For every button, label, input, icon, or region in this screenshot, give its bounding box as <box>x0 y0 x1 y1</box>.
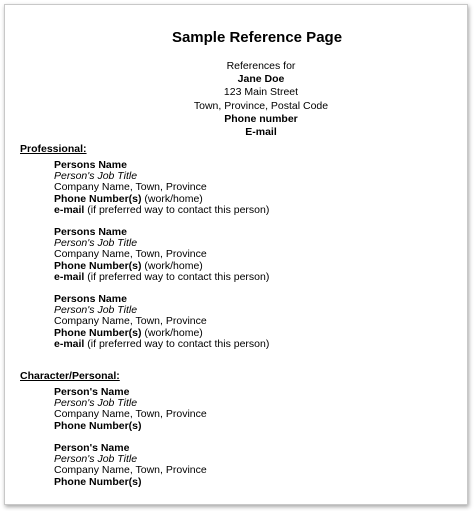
email-label: e-mail <box>54 270 85 283</box>
references-for-label: References for <box>226 60 296 72</box>
reference-name: Person's Name <box>54 442 130 454</box>
reference-job-title: Person's Job Title <box>54 397 138 410</box>
phone-note: (work/home) <box>141 259 203 272</box>
email-note: (if preferred way to contact this person) <box>84 203 270 216</box>
professional-reference-1 <box>54 160 269 216</box>
reference-company: Company Name, Town, Province <box>54 248 207 261</box>
reference-job-title: Person's Job Title <box>54 237 138 250</box>
reference-email <box>54 272 269 283</box>
email-note: (if preferred way to contact this person) <box>84 337 270 350</box>
email-note: (if preferred way to contact this person) <box>84 270 270 283</box>
applicant-email: E-mail <box>245 126 277 139</box>
reference-company: Company Name, Town, Province <box>54 408 207 421</box>
phone-note: (work/home) <box>141 326 203 339</box>
applicant-name: Jane Doe <box>237 73 285 86</box>
reference-job-title: Person's Job Title <box>54 453 138 466</box>
page-title: Sample Reference Page <box>171 29 343 46</box>
phone-note: (work/home) <box>141 192 203 205</box>
reference-name: Persons Name <box>54 293 127 305</box>
email-label: e-mail <box>54 337 85 350</box>
character-heading: Character/Personal: <box>20 370 120 382</box>
reference-company: Company Name, Town, Province <box>54 315 207 328</box>
professional-reference-3 <box>54 294 269 350</box>
applicant-street: 123 Main Street <box>223 86 299 99</box>
contact-header <box>5 60 467 139</box>
applicant-phone: Phone number <box>224 112 298 125</box>
reference-company: Company Name, Town, Province <box>54 181 207 194</box>
phone-label: Phone Number(s) <box>54 259 142 272</box>
reference-name: Persons Name <box>54 226 127 238</box>
professional-heading: Professional: <box>20 143 87 155</box>
reference-name: Persons Name <box>54 159 127 171</box>
character-reference-2 <box>54 443 207 488</box>
reference-page <box>4 4 468 505</box>
phone-label: Phone Number(s) <box>54 326 142 339</box>
reference-phone: Phone Number(s) <box>54 419 142 432</box>
reference-name: Person's Name <box>54 386 130 398</box>
reference-email <box>54 205 269 216</box>
professional-reference-2 <box>54 227 269 283</box>
email-label: e-mail <box>54 203 85 216</box>
phone-label: Phone Number(s) <box>54 192 142 205</box>
reference-job-title: Person's Job Title <box>54 170 138 183</box>
reference-email <box>54 339 269 350</box>
reference-company: Company Name, Town, Province <box>54 464 207 477</box>
reference-phone: Phone Number(s) <box>54 475 142 488</box>
character-reference-1 <box>54 387 207 432</box>
applicant-city: Town, Province, Postal Code <box>193 99 329 112</box>
reference-job-title: Person's Job Title <box>54 304 138 317</box>
